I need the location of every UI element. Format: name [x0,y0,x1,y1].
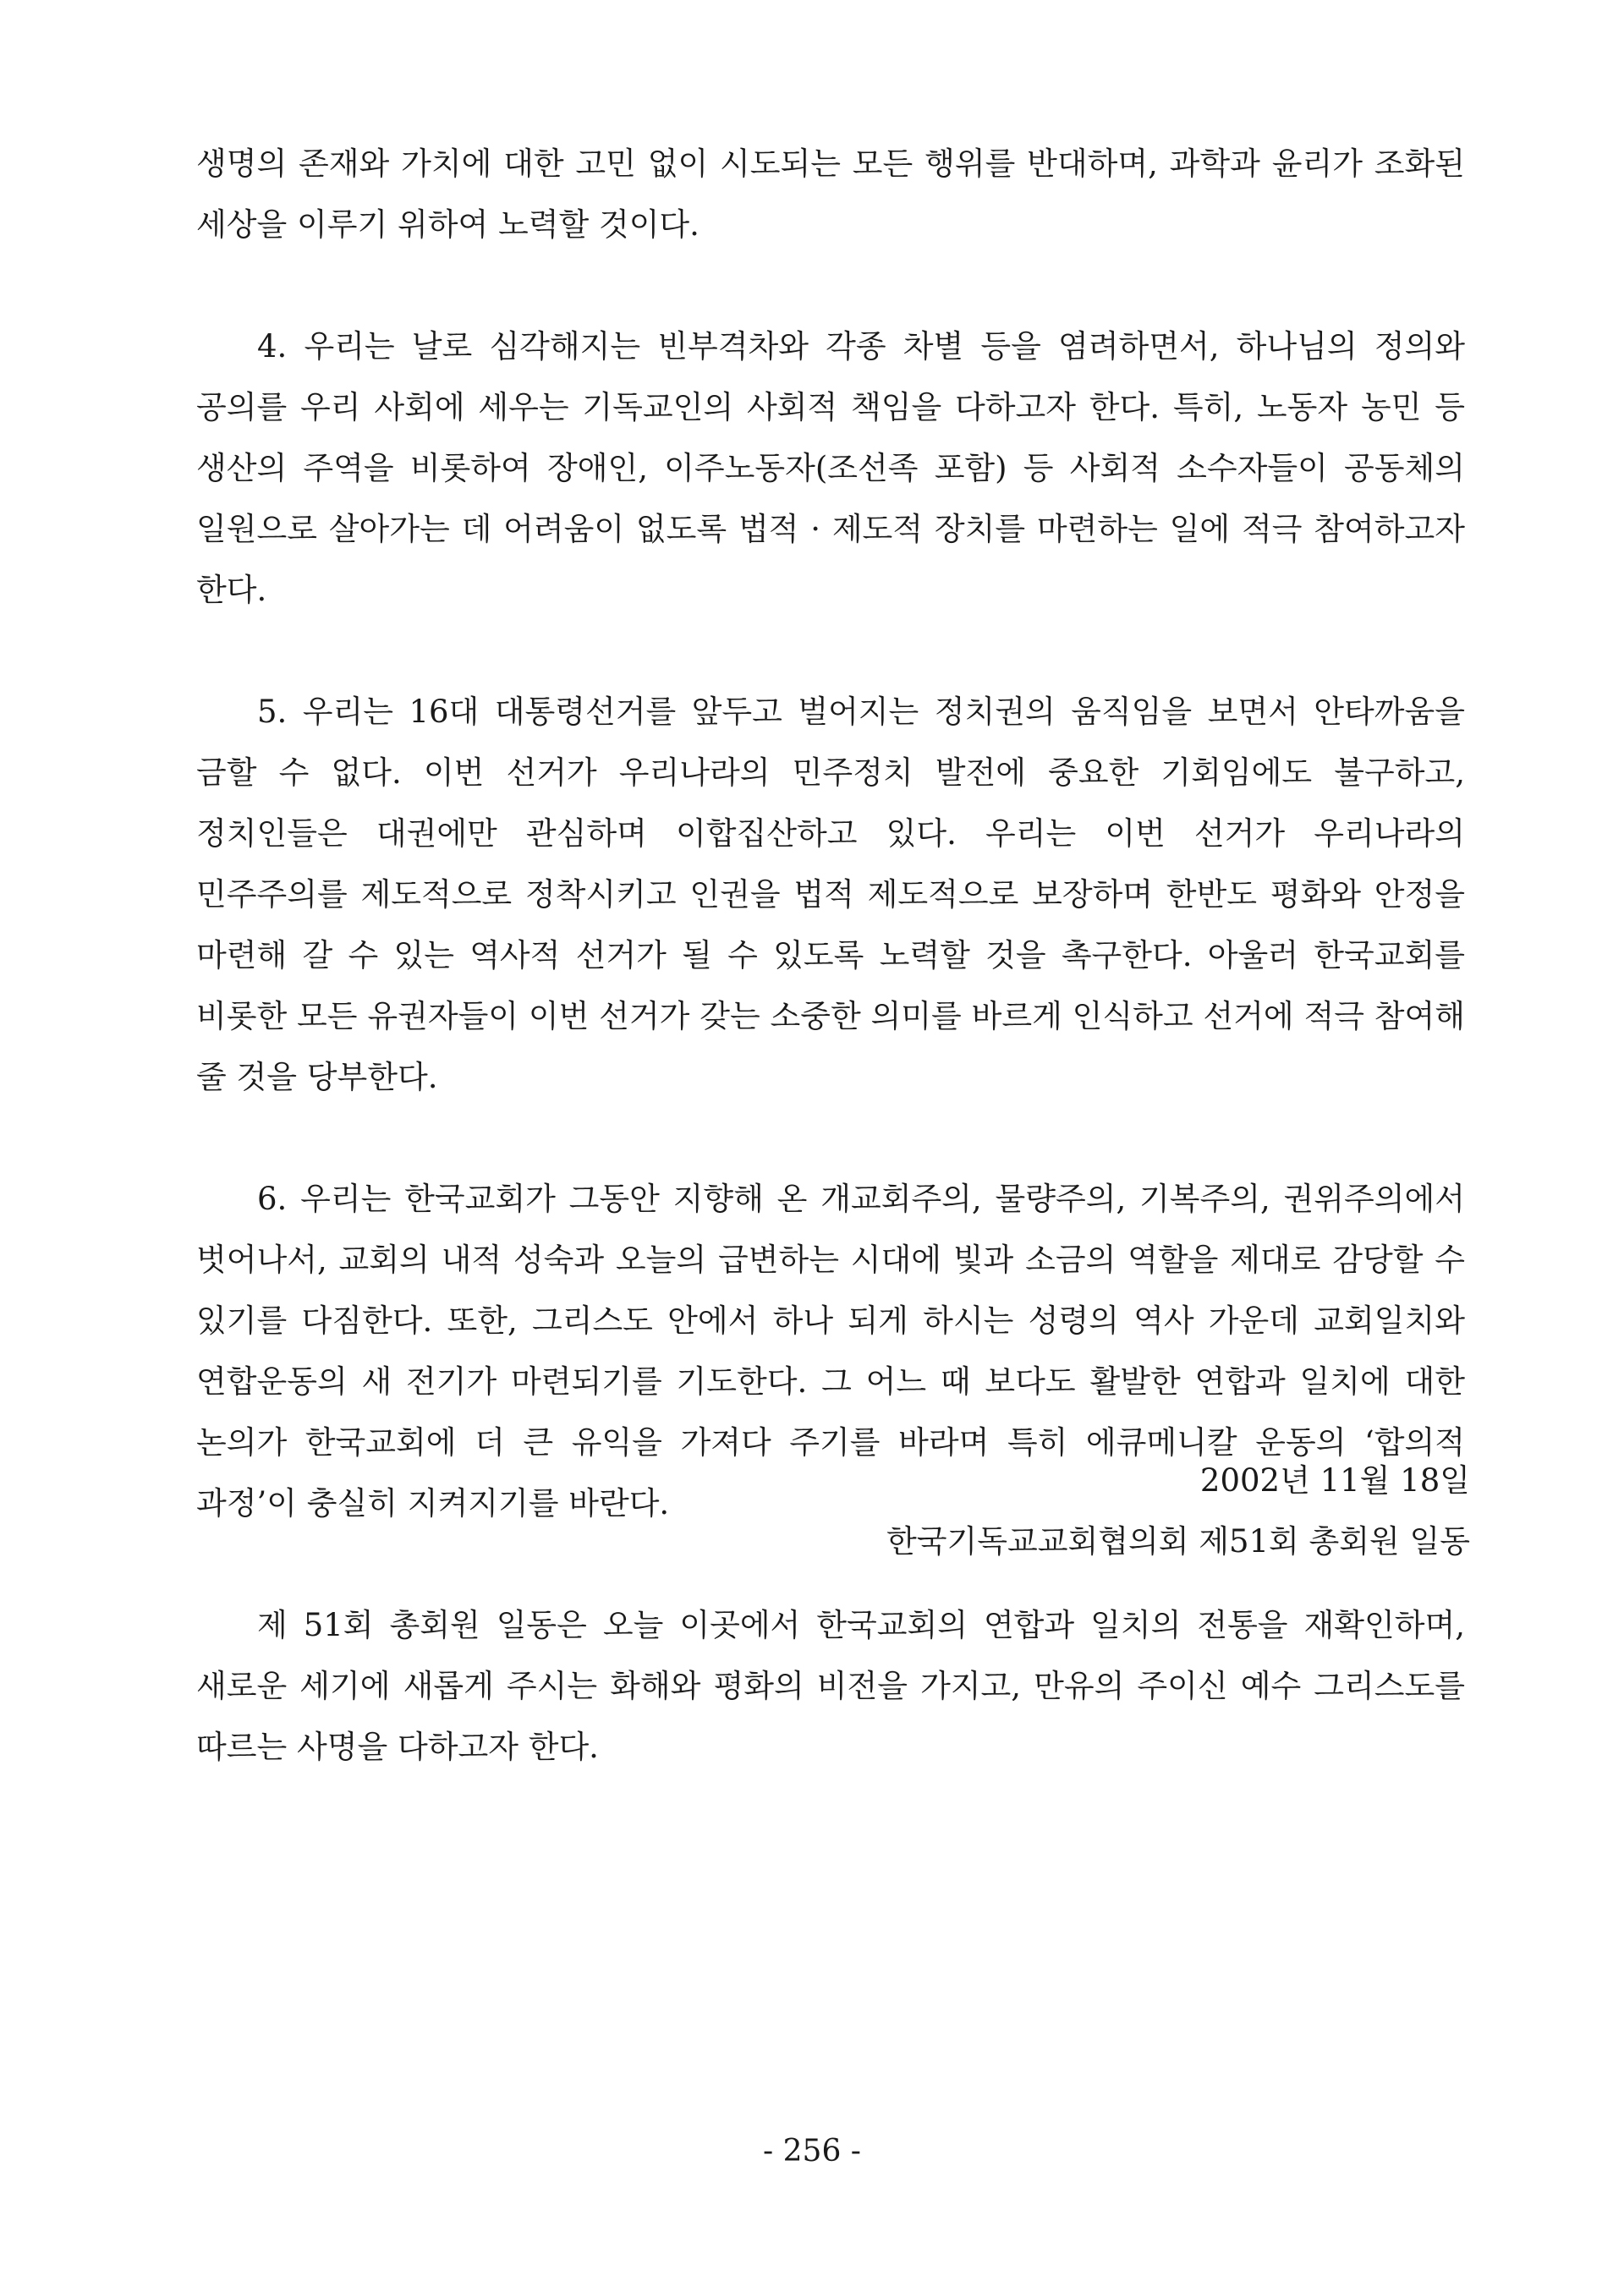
paragraph-continuation: 생명의 존재와 가치에 대한 고민 없이 시도되는 모든 행위를 반대하며, 과학과 윤리가 조화된 세상을 이루기 위하여 노력할 것이다. [196,145,1465,243]
document-body [196,134,1465,1839]
signature-organization: 한국기독교교회협의회 제51회 총회원 일동 [886,1523,1470,1560]
paragraph-item-5: 5. 우리는 16대 대통령선거를 앞두고 벌어지는 정치권의 움직임을 보면서 안타까움을 금할 수 없다. 이번 선거가 우리나라의 민주정치 발전에 중요한 기회임에도 불구하고, 정치인들은 대권에만 관심하며 이합집산하고 있다. 우리는 이번 선거가 우리나라의 민주주의를 제도적으로 정착시키고 인권을 법적 제도적으로 보장하며 한반도 평화와 안정을 마련해 갈 수 있는 역사적 선거가 될 수 있도록 노력할 것을 촉구한다. 아울러 한국교회를 비롯한 모든 유권자들이 이번 선거가 갖는 소중한 의미를 바르게 인식하고 선거에 적극 참여해 줄 것을 당부한다. [196,694,1465,1095]
page-number: - 256 - [763,2134,861,2169]
signature-block [886,1450,1470,1572]
paragraph-item-6: 6. 우리는 한국교회가 그동안 지향해 온 개교회주의, 물량주의, 기복주의, 권위주의에서 벗어나서, 교회의 내적 성숙과 오늘의 급변하는 시대에 빛과 소금의 역할을 제대로 감당할 수 있기를 다짐한다. 또한, 그리스도 안에서 하나 되게 하시는 성령의 역사 가운데 교회일치와 연합운동의 새 전기가 마련되기를 기도한다. 그 어느 때 보다도 활발한 연합과 일치에 대한 논의가 한국교회에 더 큰 유익을 가져다 주기를 바라며 특히 에큐메니칼 운동의 ‘합의적 과정’이 충실히 지켜지기를 바란다. [196,1181,1465,1522]
paragraph-item-4: 4. 우리는 날로 심각해지는 빈부격차와 각종 차별 등을 염려하면서, 하나님의 정의와 공의를 우리 사회에 세우는 기독교인의 사회적 책임을 다하고자 한다. 특히, 노동자 농민 등 생산의 주역을 비롯하여 장애인, 이주노동자(조선족 포함) 등 사회적 소수자들이 공동체의 일원으로 살아가는 데 어려움이 없도록 법적 · 제도적 장치를 마련하는 일에 적극 참여하고자 한다. [196,328,1465,608]
paragraph-closing: 제 51회 총회원 일동은 오늘 이곳에서 한국교회의 연합과 일치의 전통을 재확인하며, 새로운 세기에 새롭게 주시는 화해와 평화의 비전을 가지고, 만유의 주이신 예수 그리스도를 따르는 사명을 다하고자 한다. [196,1607,1465,1765]
signature-date: 2002년 11월 18일 [1199,1462,1470,1499]
